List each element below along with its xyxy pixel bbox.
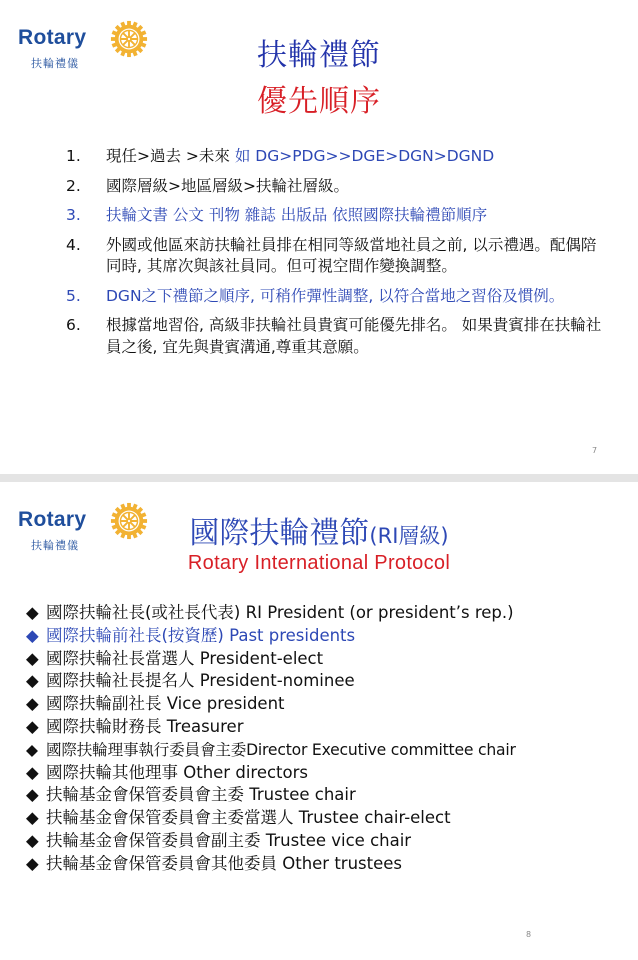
diamond-bullet-icon: ◆ (26, 853, 39, 873)
list-item: ◆ 國際扶輪社長提名人 President-nominee (26, 670, 638, 693)
list-item: 6. 根據當地習俗, 高級非扶輪社員貴賓可能優先排名。 如果貴賓排在扶輪社員之後, 宜先與貴賓溝通,尊重其意願。 (66, 316, 602, 356)
diamond-bullet-icon: ◆ (26, 808, 39, 828)
logo-wordmark: Rotary (18, 26, 87, 49)
list-item: 1. 現任>過去 >未來 如 DG>PDG>>DGE>DGN>DGND (66, 147, 495, 165)
list-item: ◆ 國際扶輪副社長 Vice president (26, 693, 638, 716)
slide-title: 國際扶輪禮節(RI層級) (189, 516, 449, 551)
diamond-bullet-icon: ◆ (26, 625, 39, 645)
diamond-bullet-icon: ◆ (26, 762, 39, 782)
title-level: (RI層級) (369, 524, 449, 548)
diamond-bullet-icon: ◆ (26, 716, 39, 736)
logo-wordmark: Rotary (18, 508, 87, 531)
diamond-bullet-icon: ◆ (26, 830, 39, 850)
list-item: ◆ 國際扶輪前社長(按資歷) Past presidents (26, 625, 638, 648)
list-item: 2. 國際層級>地區層級>扶輪社層級。 (66, 176, 349, 195)
slide-subtitle: Rotary International Protocol (187, 552, 451, 574)
diamond-bullet-icon: ◆ (26, 648, 39, 668)
slide-8 (0, 482, 638, 960)
list-item: ◆ 扶輪基金會保管委員會主委當選人 Trustee chair-elect (26, 807, 638, 830)
list-item: ◆ 扶輪基金會保管委員會副主委 Trustee vice chair (26, 830, 638, 853)
list-item: ◆ 扶輪基金會保管委員會其他委員 Other trustees (26, 853, 638, 876)
list-item: 4. 外國或他區來訪扶輪社員排在相同等級當地社員之前, 以示禮遇。配偶陪同時, 其席次與該社員同。但可視空間作變換調整。 (66, 235, 597, 275)
page-number: 7 (592, 446, 598, 455)
priority-list (66, 146, 606, 366)
slide-title: 扶輪禮節 (257, 38, 381, 73)
diamond-bullet-icon: ◆ (26, 671, 39, 691)
list-item: ◆ 國際扶輪社長當選人 President-elect (26, 648, 638, 671)
slide-7 (0, 0, 638, 474)
diamond-bullet-icon: ◆ (26, 694, 39, 714)
protocol-list (26, 602, 638, 876)
logo-subtitle: 扶輪禮儀 (31, 539, 79, 552)
diamond-bullet-icon: ◆ (26, 785, 39, 805)
list-item: 5. DGN之下禮節之順序, 可稍作彈性調整, 以符合當地之習俗及慣例。 (66, 286, 565, 305)
list-item: ◆ 國際扶輪財務長 Treasurer (26, 716, 638, 739)
diamond-bullet-icon: ◆ (26, 603, 39, 622)
list-item: ◆ 扶輪基金會保管委員會主委 Trustee chair (26, 784, 638, 807)
list-item: ◆ 國際扶輪社長(或社長代表) RI President (or president’s rep.) (26, 602, 638, 625)
list-item: 3. 扶輪文書 公文 刊物 雜誌 出版品 依照國際扶輪禮節順序 (66, 206, 488, 224)
list-item: ◆ 國際扶輪其他理事 Other directors (26, 762, 638, 785)
logo-subtitle: 扶輪禮儀 (31, 57, 79, 70)
list-item: ◆ 國際扶輪理事執行委員會主委Director Executive committee chair (26, 739, 638, 762)
slide-subtitle: 優先順序 (257, 84, 381, 119)
diamond-bullet-icon: ◆ (26, 740, 38, 759)
page-number: 8 (526, 930, 532, 939)
